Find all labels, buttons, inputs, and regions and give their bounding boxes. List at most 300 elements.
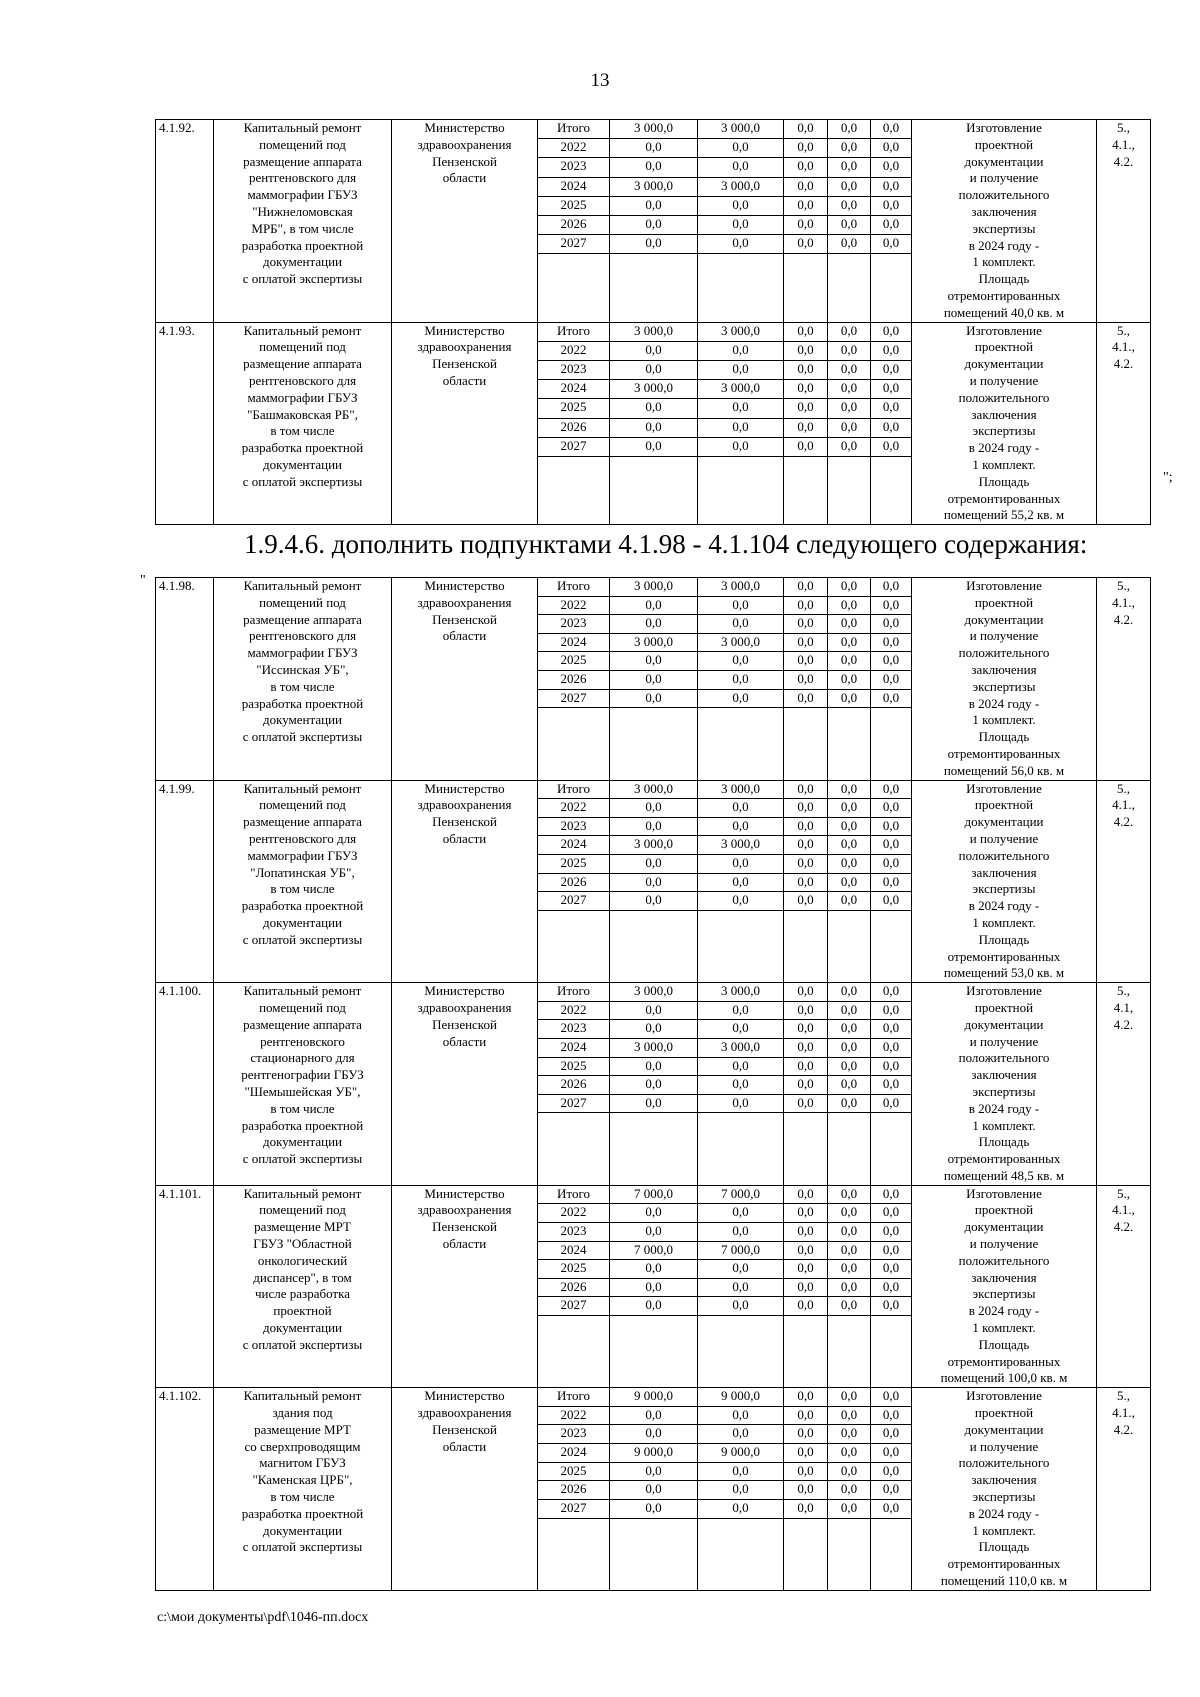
blank-cell — [698, 910, 784, 982]
amount-cell: 0,0 — [871, 892, 912, 911]
blank-cell — [698, 708, 784, 780]
total-cell: 0,0 — [610, 1020, 698, 1039]
item-executor: Министерство здравоохранения Пензенской области — [392, 983, 538, 1186]
item-result: Изготовление проектной документации и получение положительного заключения экспертизы в 2024 году - 1 комплект. Площадь отремонтированных помещений 55,2 кв. м — [912, 322, 1097, 525]
amount-cell: 0,0 — [828, 437, 871, 456]
amount-cell: 0,0 — [784, 1444, 828, 1463]
total-cell: 0,0 — [610, 1222, 698, 1241]
amount-cell: 0,0 — [828, 1241, 871, 1260]
amount-cell: 0,0 — [784, 855, 828, 874]
amount-cell: 0,0 — [698, 158, 784, 177]
amount-cell: 0,0 — [871, 158, 912, 177]
amount-cell: 0,0 — [871, 1076, 912, 1095]
total-cell: 0,0 — [610, 341, 698, 360]
item-result: Изготовление проектной документации и получение положительного заключения экспертизы в 2024 году - 1 комплект. Площадь отремонтированных помещений 40,0 кв. м — [912, 120, 1097, 323]
blank-cell — [828, 1113, 871, 1185]
amount-cell: 3 000,0 — [698, 836, 784, 855]
year-cell: 2027 — [538, 689, 610, 708]
amount-cell: 0,0 — [828, 380, 871, 399]
item-link: 5., 4.1., 4.2. — [1097, 120, 1151, 323]
amount-cell: 0,0 — [698, 615, 784, 634]
total-cell: 0,0 — [610, 1057, 698, 1076]
year-cell: 2023 — [538, 1020, 610, 1039]
amount-cell: 0,0 — [784, 216, 828, 235]
year-cell: 2025 — [538, 1057, 610, 1076]
amount-cell: 0,0 — [871, 1038, 912, 1057]
blank-cell — [610, 456, 698, 524]
amount-cell: 0,0 — [828, 1204, 871, 1223]
year-cell: 2027 — [538, 1297, 610, 1316]
amount-cell: 0,0 — [698, 689, 784, 708]
item-number: 4.1.102. — [156, 1388, 214, 1591]
amount-cell: 0,0 — [784, 780, 828, 799]
amount-cell: 0,0 — [698, 652, 784, 671]
year-cell: 2027 — [538, 1499, 610, 1518]
year-cell: 2027 — [538, 235, 610, 254]
total-cell: 0,0 — [610, 671, 698, 690]
amount-cell: 0,0 — [698, 341, 784, 360]
amount-cell: 0,0 — [784, 983, 828, 1002]
total-cell: 3 000,0 — [610, 780, 698, 799]
blank-cell — [610, 1518, 698, 1590]
amount-cell: 0,0 — [784, 1020, 828, 1039]
amount-cell: 0,0 — [784, 1499, 828, 1518]
amount-cell: 0,0 — [871, 1057, 912, 1076]
blank-cell — [538, 456, 610, 524]
amount-cell: 0,0 — [784, 177, 828, 196]
blank-cell — [610, 910, 698, 982]
table-row — [156, 120, 1151, 139]
year-cell: 2024 — [538, 1038, 610, 1057]
amount-cell: 3 000,0 — [698, 578, 784, 597]
amount-cell: 0,0 — [784, 1241, 828, 1260]
total-cell: 0,0 — [610, 139, 698, 158]
amount-cell: 0,0 — [828, 615, 871, 634]
amount-cell: 7 000,0 — [698, 1185, 784, 1204]
amount-cell: 0,0 — [871, 983, 912, 1002]
year-cell: 2022 — [538, 341, 610, 360]
amount-cell: 0,0 — [828, 341, 871, 360]
total-cell: 0,0 — [610, 1297, 698, 1316]
total-cell: 3 000,0 — [610, 120, 698, 139]
year-cell: 2023 — [538, 360, 610, 379]
amount-cell: 0,0 — [828, 578, 871, 597]
total-cell: 3 000,0 — [610, 380, 698, 399]
year-cell: 2026 — [538, 1278, 610, 1297]
amount-cell: 0,0 — [698, 399, 784, 418]
total-cell: 3 000,0 — [610, 836, 698, 855]
amount-cell: 0,0 — [784, 1094, 828, 1113]
amount-cell: 0,0 — [828, 120, 871, 139]
amount-cell: 0,0 — [698, 1297, 784, 1316]
amount-cell: 0,0 — [698, 1406, 784, 1425]
year-cell: 2026 — [538, 1481, 610, 1500]
amount-cell: 0,0 — [784, 1222, 828, 1241]
amount-cell: 0,0 — [784, 120, 828, 139]
amount-cell: 0,0 — [828, 1094, 871, 1113]
year-cell: 2022 — [538, 1204, 610, 1223]
amount-cell: 0,0 — [784, 1204, 828, 1223]
amount-cell: 0,0 — [828, 1499, 871, 1518]
blank-cell — [871, 456, 912, 524]
amount-cell: 0,0 — [828, 892, 871, 911]
amount-cell: 0,0 — [698, 799, 784, 818]
amount-cell: 0,0 — [698, 1260, 784, 1279]
blank-cell — [538, 254, 610, 322]
amount-cell: 0,0 — [698, 892, 784, 911]
item-number: 4.1.100. — [156, 983, 214, 1186]
table-row — [156, 983, 1151, 1002]
amount-cell: 3 000,0 — [698, 177, 784, 196]
total-cell: 0,0 — [610, 1499, 698, 1518]
amount-cell: 0,0 — [698, 437, 784, 456]
total-cell: 0,0 — [610, 1278, 698, 1297]
year-cell: 2025 — [538, 1462, 610, 1481]
item-link: 5., 4.1., 4.2. — [1097, 780, 1151, 983]
amount-cell: 0,0 — [784, 1462, 828, 1481]
amount-cell: 0,0 — [828, 1185, 871, 1204]
amount-cell: 0,0 — [784, 652, 828, 671]
year-cell: 2026 — [538, 418, 610, 437]
item-link: 5., 4.1., 4.2. — [1097, 1388, 1151, 1591]
opening-quote: " — [140, 573, 146, 588]
amount-cell: 0,0 — [784, 799, 828, 818]
item-executor: Министерство здравоохранения Пензенской области — [392, 322, 538, 525]
amount-cell: 0,0 — [828, 1020, 871, 1039]
item-executor: Министерство здравоохранения Пензенской области — [392, 780, 538, 983]
amount-cell: 3 000,0 — [698, 983, 784, 1002]
amount-cell: 0,0 — [698, 1499, 784, 1518]
amount-cell: 0,0 — [828, 1278, 871, 1297]
amount-cell: 0,0 — [871, 120, 912, 139]
total-cell: 3 000,0 — [610, 633, 698, 652]
amount-cell: 0,0 — [698, 817, 784, 836]
total-cell: 0,0 — [610, 855, 698, 874]
amount-cell: 0,0 — [784, 596, 828, 615]
amount-cell: 0,0 — [828, 633, 871, 652]
amount-cell: 0,0 — [828, 1425, 871, 1444]
year-cell: 2025 — [538, 855, 610, 874]
amount-cell: 0,0 — [698, 1076, 784, 1095]
amount-cell: 0,0 — [784, 399, 828, 418]
total-cell: 0,0 — [610, 235, 698, 254]
amount-cell: 0,0 — [871, 196, 912, 215]
blank-cell — [828, 254, 871, 322]
amount-cell: 0,0 — [698, 1222, 784, 1241]
blank-cell — [610, 708, 698, 780]
year-cell: 2022 — [538, 1001, 610, 1020]
item-number: 4.1.101. — [156, 1185, 214, 1388]
table-row — [156, 1185, 1151, 1204]
blank-cell — [784, 910, 828, 982]
total-cell: 0,0 — [610, 1001, 698, 1020]
item-result: Изготовление проектной документации и получение положительного заключения экспертизы в 2024 году - 1 комплект. Площадь отремонтированных помещений 53,0 кв. м — [912, 780, 1097, 983]
total-cell: 7 000,0 — [610, 1185, 698, 1204]
program-table-additions — [155, 577, 1151, 1591]
blank-cell — [610, 1113, 698, 1185]
blank-cell — [784, 456, 828, 524]
blank-cell — [698, 1315, 784, 1387]
amount-cell: 0,0 — [871, 633, 912, 652]
total-cell: 0,0 — [610, 1462, 698, 1481]
table-body — [156, 120, 1151, 525]
total-cell: 0,0 — [610, 1076, 698, 1095]
amount-cell: 0,0 — [828, 418, 871, 437]
total-cell: 0,0 — [610, 418, 698, 437]
amount-cell: 3 000,0 — [698, 120, 784, 139]
blank-cell — [871, 708, 912, 780]
item-executor: Министерство здравоохранения Пензенской области — [392, 578, 538, 781]
amount-cell: 0,0 — [871, 1020, 912, 1039]
blank-cell — [828, 456, 871, 524]
page-number: 13 — [590, 70, 610, 91]
year-cell: 2025 — [538, 399, 610, 418]
amount-cell: 0,0 — [871, 1185, 912, 1204]
amount-cell: 0,0 — [871, 437, 912, 456]
amount-cell: 0,0 — [828, 1481, 871, 1500]
amount-cell: 0,0 — [871, 780, 912, 799]
amount-cell: 0,0 — [698, 196, 784, 215]
year-cell: 2026 — [538, 873, 610, 892]
amount-cell: 0,0 — [871, 671, 912, 690]
item-number: 4.1.93. — [156, 322, 214, 525]
amount-cell: 0,0 — [828, 836, 871, 855]
amount-cell: 0,0 — [784, 1038, 828, 1057]
amount-cell: 0,0 — [784, 139, 828, 158]
item-name: Капитальный ремонт помещений под размещение аппарата рентгеновского для маммографии ГБУЗ "Башмаковская РБ", в том числе разработка проектной документации с оплатой экспертизы — [214, 322, 392, 525]
amount-cell: 0,0 — [871, 596, 912, 615]
amount-cell: 0,0 — [698, 1204, 784, 1223]
amount-cell: 0,0 — [828, 1076, 871, 1095]
total-cell: 3 000,0 — [610, 578, 698, 597]
blank-cell — [871, 910, 912, 982]
amount-cell: 0,0 — [698, 1425, 784, 1444]
amount-cell: 0,0 — [871, 1462, 912, 1481]
amount-cell: 0,0 — [871, 380, 912, 399]
blank-cell — [610, 254, 698, 322]
amount-cell: 0,0 — [828, 873, 871, 892]
total-cell: 3 000,0 — [610, 1038, 698, 1057]
amount-cell: 0,0 — [698, 671, 784, 690]
blank-cell — [538, 1113, 610, 1185]
year-cell: 2022 — [538, 139, 610, 158]
total-cell: 0,0 — [610, 689, 698, 708]
year-cell: 2024 — [538, 836, 610, 855]
year-cell: Итого — [538, 1185, 610, 1204]
blank-cell — [698, 254, 784, 322]
total-cell: 0,0 — [610, 873, 698, 892]
amount-cell: 0,0 — [784, 578, 828, 597]
total-cell: 0,0 — [610, 1094, 698, 1113]
amount-cell: 0,0 — [784, 1001, 828, 1020]
amount-cell: 9 000,0 — [698, 1444, 784, 1463]
item-result: Изготовление проектной документации и получение положительного заключения экспертизы в 2024 году - 1 комплект. Площадь отремонтированных помещений 48,5 кв. м — [912, 983, 1097, 1186]
blank-cell — [538, 1315, 610, 1387]
blank-cell — [828, 708, 871, 780]
item-result: Изготовление проектной документации и получение положительного заключения экспертизы в 2024 году - 1 комплект. Площадь отремонтированных помещений 56,0 кв. м — [912, 578, 1097, 781]
amount-cell: 0,0 — [871, 689, 912, 708]
year-cell: 2022 — [538, 799, 610, 818]
amount-cell: 0,0 — [784, 341, 828, 360]
amount-cell: 3 000,0 — [698, 633, 784, 652]
total-cell: 3 000,0 — [610, 322, 698, 341]
blank-cell — [784, 708, 828, 780]
amount-cell: 3 000,0 — [698, 380, 784, 399]
item-executor: Министерство здравоохранения Пензенской области — [392, 120, 538, 323]
year-cell: Итого — [538, 983, 610, 1002]
year-cell: Итого — [538, 780, 610, 799]
section-heading: 1.9.4.6. дополнить подпунктами 4.1.98 - 4.1.104 следующего содержания: — [244, 529, 1088, 559]
year-cell: 2024 — [538, 1444, 610, 1463]
total-cell: 0,0 — [610, 1425, 698, 1444]
total-cell: 0,0 — [610, 360, 698, 379]
amount-cell: 0,0 — [784, 836, 828, 855]
blank-cell — [871, 1113, 912, 1185]
amount-cell: 0,0 — [784, 873, 828, 892]
year-cell: 2027 — [538, 437, 610, 456]
total-cell: 0,0 — [610, 1204, 698, 1223]
amount-cell: 0,0 — [828, 817, 871, 836]
amount-cell: 0,0 — [784, 196, 828, 215]
amount-cell: 0,0 — [828, 1388, 871, 1407]
item-result: Изготовление проектной документации и получение положительного заключения экспертизы в 2024 году - 1 комплект. Площадь отремонтированных помещений 110,0 кв. м — [912, 1388, 1097, 1591]
year-cell: 2023 — [538, 1425, 610, 1444]
amount-cell: 0,0 — [784, 615, 828, 634]
amount-cell: 0,0 — [698, 1094, 784, 1113]
amount-cell: 0,0 — [871, 418, 912, 437]
footer-file-path: c:\мои документы\pdf\1046-пп.docx — [157, 1610, 369, 1625]
amount-cell: 0,0 — [828, 360, 871, 379]
total-cell: 0,0 — [610, 399, 698, 418]
amount-cell: 0,0 — [784, 671, 828, 690]
amount-cell: 0,0 — [784, 1388, 828, 1407]
amount-cell: 0,0 — [698, 1020, 784, 1039]
amount-cell: 0,0 — [828, 799, 871, 818]
amount-cell: 0,0 — [828, 139, 871, 158]
blank-cell — [610, 1315, 698, 1387]
total-cell: 0,0 — [610, 196, 698, 215]
amount-cell: 0,0 — [871, 1260, 912, 1279]
amount-cell: 0,0 — [828, 671, 871, 690]
amount-cell: 0,0 — [871, 615, 912, 634]
amount-cell: 0,0 — [828, 399, 871, 418]
year-cell: 2024 — [538, 633, 610, 652]
blank-cell — [871, 254, 912, 322]
year-cell: 2026 — [538, 216, 610, 235]
total-cell: 9 000,0 — [610, 1388, 698, 1407]
amount-cell: 0,0 — [698, 235, 784, 254]
year-cell: Итого — [538, 120, 610, 139]
amount-cell: 0,0 — [784, 418, 828, 437]
amount-cell: 0,0 — [784, 817, 828, 836]
year-cell: 2027 — [538, 892, 610, 911]
blank-cell — [538, 910, 610, 982]
total-cell: 0,0 — [610, 615, 698, 634]
year-cell: Итого — [538, 322, 610, 341]
closing-quote: "; — [1163, 470, 1173, 485]
year-cell: 2024 — [538, 1241, 610, 1260]
amount-cell: 0,0 — [784, 1278, 828, 1297]
blank-cell — [828, 910, 871, 982]
blank-cell — [538, 708, 610, 780]
amount-cell: 0,0 — [698, 873, 784, 892]
amount-cell: 0,0 — [784, 380, 828, 399]
amount-cell: 0,0 — [871, 1297, 912, 1316]
year-cell: 2026 — [538, 671, 610, 690]
total-cell: 9 000,0 — [610, 1444, 698, 1463]
item-number: 4.1.98. — [156, 578, 214, 781]
item-name: Капитальный ремонт помещений под размещение аппарата рентгеновского для маммографии ГБУЗ "Лопатинская УБ", в том числе разработка проектной документации с оплатой экспертизы — [214, 780, 392, 983]
amount-cell: 0,0 — [871, 177, 912, 196]
amount-cell: 0,0 — [698, 216, 784, 235]
amount-cell: 0,0 — [784, 689, 828, 708]
amount-cell: 0,0 — [828, 596, 871, 615]
item-name: Капитальный ремонт здания под размещение МРТ со сверхпроводящим магнитом ГБУЗ "Каменская ЦРБ", в том числе разработка проектной документации с оплатой экспертизы — [214, 1388, 392, 1591]
amount-cell: 0,0 — [698, 1278, 784, 1297]
amount-cell: 0,0 — [828, 196, 871, 215]
amount-cell: 0,0 — [828, 322, 871, 341]
total-cell: 0,0 — [610, 1481, 698, 1500]
blank-cell — [538, 1518, 610, 1590]
amount-cell: 0,0 — [871, 1001, 912, 1020]
amount-cell: 0,0 — [871, 1499, 912, 1518]
amount-cell: 0,0 — [698, 1001, 784, 1020]
amount-cell: 0,0 — [871, 216, 912, 235]
total-cell: 0,0 — [610, 437, 698, 456]
amount-cell: 0,0 — [784, 1481, 828, 1500]
amount-cell: 0,0 — [871, 578, 912, 597]
year-cell: 2025 — [538, 652, 610, 671]
amount-cell: 0,0 — [828, 1260, 871, 1279]
amount-cell: 0,0 — [784, 235, 828, 254]
amount-cell: 0,0 — [698, 139, 784, 158]
table-row — [156, 578, 1151, 597]
year-cell: 2025 — [538, 1260, 610, 1279]
amount-cell: 3 000,0 — [698, 322, 784, 341]
item-name: Капитальный ремонт помещений под размещение аппарата рентгеновского стационарного для рентгенографии ГБУЗ "Шемышейская УБ", в том числе разработка проектной документации с оплатой экспертизы — [214, 983, 392, 1186]
year-cell: 2022 — [538, 596, 610, 615]
amount-cell: 0,0 — [871, 836, 912, 855]
amount-cell: 0,0 — [871, 341, 912, 360]
amount-cell: 0,0 — [828, 1297, 871, 1316]
amount-cell: 3 000,0 — [698, 780, 784, 799]
total-cell: 0,0 — [610, 892, 698, 911]
amount-cell: 0,0 — [698, 1057, 784, 1076]
amount-cell: 0,0 — [871, 652, 912, 671]
amount-cell: 0,0 — [871, 799, 912, 818]
amount-cell: 0,0 — [828, 855, 871, 874]
amount-cell: 0,0 — [871, 855, 912, 874]
amount-cell: 0,0 — [871, 1204, 912, 1223]
amount-cell: 0,0 — [871, 817, 912, 836]
amount-cell: 0,0 — [784, 360, 828, 379]
year-cell: Итого — [538, 578, 610, 597]
item-name: Капитальный ремонт помещений под размещение аппарата рентгеновского для маммографии ГБУЗ "Иссинская УБ", в том числе разработка проектной документации с оплатой экспертизы — [214, 578, 392, 781]
year-cell: 2025 — [538, 196, 610, 215]
amount-cell: 0,0 — [828, 177, 871, 196]
year-cell: 2024 — [538, 177, 610, 196]
amount-cell: 0,0 — [698, 596, 784, 615]
table-row — [156, 322, 1151, 341]
amount-cell: 0,0 — [698, 1462, 784, 1481]
year-cell: 2027 — [538, 1094, 610, 1113]
amount-cell: 0,0 — [871, 873, 912, 892]
year-cell: 2022 — [538, 1406, 610, 1425]
item-link: 5., 4.1, 4.2. — [1097, 983, 1151, 1186]
program-table-existing — [155, 119, 1151, 525]
item-name: Капитальный ремонт помещений под размещение аппарата рентгеновского для маммографии ГБУЗ "Нижнеломовская МРБ", в том числе разработка проектной документации с оплатой экспертизы — [214, 120, 392, 323]
amount-cell: 0,0 — [828, 216, 871, 235]
